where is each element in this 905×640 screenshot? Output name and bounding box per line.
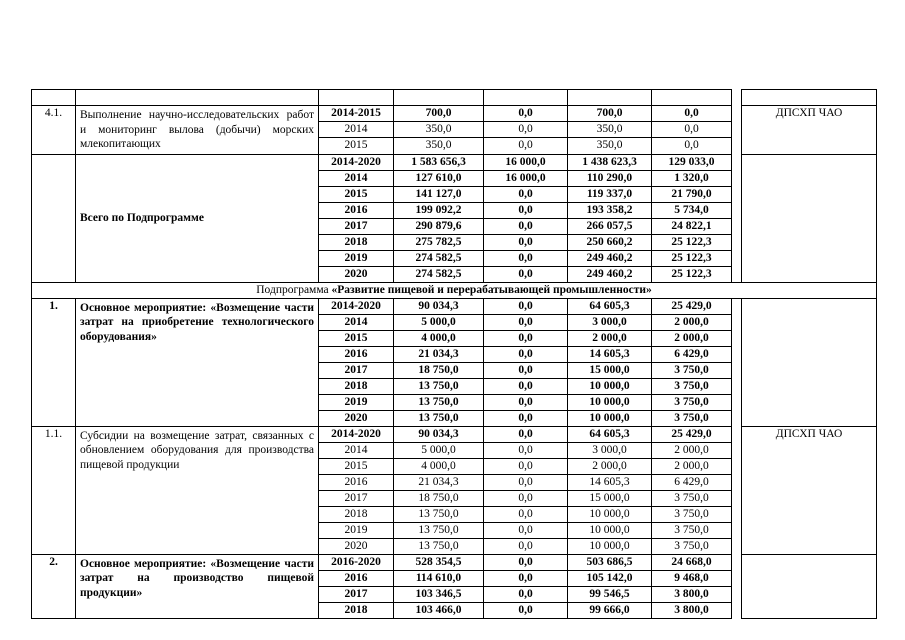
other-amount-cell: 3 750,0: [652, 506, 732, 522]
spacer-cell: [732, 426, 742, 442]
year-cell: 2018: [319, 506, 394, 522]
other-amount-cell: 3 800,0: [652, 602, 732, 618]
spacer-cell: [732, 458, 742, 474]
other-amount-cell: 2 000,0: [652, 314, 732, 330]
federal-amount-cell: 0,0: [484, 394, 568, 410]
total-amount-cell: 274 582,5: [394, 266, 484, 282]
total-amount-cell: 90 034,3: [394, 426, 484, 442]
spacer-cell: [732, 202, 742, 218]
total-amount-cell: 290 879,6: [394, 218, 484, 234]
spacer-cell: [732, 378, 742, 394]
spacer-cell: [732, 250, 742, 266]
blank-cell: [742, 90, 877, 106]
regional-amount-cell: 700,0: [568, 106, 652, 122]
year-cell: 2018: [319, 234, 394, 250]
spacer-cell: [732, 218, 742, 234]
item-number: 2.: [32, 554, 76, 618]
other-amount-cell: 6 429,0: [652, 474, 732, 490]
regional-amount-cell: 503 686,5: [568, 554, 652, 570]
other-amount-cell: 3 750,0: [652, 522, 732, 538]
total-amount-cell: 350,0: [394, 138, 484, 154]
year-cell: 2016: [319, 570, 394, 586]
regional-amount-cell: 105 142,0: [568, 570, 652, 586]
federal-amount-cell: 0,0: [484, 522, 568, 538]
regional-amount-cell: 10 000,0: [568, 506, 652, 522]
spacer-cell: [732, 330, 742, 346]
total-amount-cell: 274 582,5: [394, 250, 484, 266]
regional-amount-cell: 250 660,2: [568, 234, 652, 250]
blank-cell: [319, 90, 394, 106]
spacer-cell: [732, 314, 742, 330]
item-number: [32, 154, 76, 282]
year-cell: 2019: [319, 250, 394, 266]
regional-amount-cell: 110 290,0: [568, 170, 652, 186]
total-amount-cell: 90 034,3: [394, 298, 484, 314]
spacer-cell: [732, 474, 742, 490]
total-amount-cell: 275 782,5: [394, 234, 484, 250]
item-name: Основное мероприятие: «Возмещение части затрат на приобретение технологического оборудования»: [76, 298, 319, 426]
federal-amount-cell: 16 000,0: [484, 170, 568, 186]
year-cell: 2017: [319, 218, 394, 234]
regional-amount-cell: 249 460,2: [568, 266, 652, 282]
blank-cell: [652, 90, 732, 106]
total-amount-cell: 18 750,0: [394, 362, 484, 378]
year-cell: 2014-2020: [319, 298, 394, 314]
federal-amount-cell: 0,0: [484, 378, 568, 394]
spacer-cell: [732, 506, 742, 522]
total-amount-cell: 21 034,3: [394, 346, 484, 362]
total-amount-cell: 13 750,0: [394, 522, 484, 538]
budget-table: [31, 89, 877, 619]
other-amount-cell: 0,0: [652, 122, 732, 138]
spacer-cell: [732, 234, 742, 250]
year-cell: 2014: [319, 170, 394, 186]
year-cell: 2017: [319, 586, 394, 602]
other-amount-cell: 5 734,0: [652, 202, 732, 218]
spacer-cell: [732, 554, 742, 570]
total-amount-cell: 18 750,0: [394, 490, 484, 506]
regional-amount-cell: 64 605,3: [568, 298, 652, 314]
federal-amount-cell: 0,0: [484, 602, 568, 618]
federal-amount-cell: 0,0: [484, 218, 568, 234]
item-name: Всего по Подпрограмме: [76, 154, 319, 282]
spacer-cell: [732, 538, 742, 554]
regional-amount-cell: 2 000,0: [568, 330, 652, 346]
other-amount-cell: 3 750,0: [652, 538, 732, 554]
spacer-cell: [732, 266, 742, 282]
spacer-cell: [732, 394, 742, 410]
federal-amount-cell: 0,0: [484, 426, 568, 442]
federal-amount-cell: 0,0: [484, 250, 568, 266]
federal-amount-cell: 0,0: [484, 234, 568, 250]
other-amount-cell: 129 033,0: [652, 154, 732, 170]
year-cell: 2018: [319, 378, 394, 394]
federal-amount-cell: 0,0: [484, 362, 568, 378]
other-amount-cell: 24 822,1: [652, 218, 732, 234]
year-cell: 2020: [319, 266, 394, 282]
year-cell: 2017: [319, 362, 394, 378]
regional-amount-cell: 10 000,0: [568, 394, 652, 410]
executor-cell: [742, 154, 877, 282]
regional-amount-cell: 2 000,0: [568, 458, 652, 474]
federal-amount-cell: 0,0: [484, 314, 568, 330]
total-amount-cell: 13 750,0: [394, 506, 484, 522]
year-cell: 2019: [319, 394, 394, 410]
table-row: [32, 298, 877, 314]
executor-cell: ДПСХП ЧАО: [742, 106, 877, 155]
federal-amount-cell: 0,0: [484, 330, 568, 346]
spacer-cell: [732, 522, 742, 538]
year-cell: 2014: [319, 442, 394, 458]
executor-cell: ДПСХП ЧАО: [742, 426, 877, 554]
table-row: [32, 154, 877, 170]
year-cell: 2016: [319, 202, 394, 218]
other-amount-cell: 25 429,0: [652, 426, 732, 442]
other-amount-cell: 0,0: [652, 106, 732, 122]
federal-amount-cell: 0,0: [484, 410, 568, 426]
other-amount-cell: 25 122,3: [652, 234, 732, 250]
spacer-cell: [732, 570, 742, 586]
federal-amount-cell: 0,0: [484, 442, 568, 458]
total-amount-cell: 13 750,0: [394, 410, 484, 426]
federal-amount-cell: 0,0: [484, 138, 568, 154]
federal-amount-cell: 0,0: [484, 186, 568, 202]
total-amount-cell: 5 000,0: [394, 442, 484, 458]
other-amount-cell: 3 750,0: [652, 410, 732, 426]
other-amount-cell: 24 668,0: [652, 554, 732, 570]
federal-amount-cell: 0,0: [484, 266, 568, 282]
federal-amount-cell: 0,0: [484, 346, 568, 362]
other-amount-cell: 1 320,0: [652, 170, 732, 186]
regional-amount-cell: 99 546,5: [568, 586, 652, 602]
regional-amount-cell: 193 358,2: [568, 202, 652, 218]
spacer-cell: [732, 298, 742, 314]
table-row: [32, 426, 877, 442]
regional-amount-cell: 249 460,2: [568, 250, 652, 266]
regional-amount-cell: 3 000,0: [568, 442, 652, 458]
regional-amount-cell: 15 000,0: [568, 362, 652, 378]
year-cell: 2016-2020: [319, 554, 394, 570]
item-number: 4.1.: [32, 106, 76, 155]
spacer-cell: [732, 602, 742, 618]
other-amount-cell: 2 000,0: [652, 330, 732, 346]
federal-amount-cell: 0,0: [484, 490, 568, 506]
other-amount-cell: 25 429,0: [652, 298, 732, 314]
regional-amount-cell: 14 605,3: [568, 474, 652, 490]
spacer-cell: [732, 170, 742, 186]
total-amount-cell: 141 127,0: [394, 186, 484, 202]
other-amount-cell: 3 800,0: [652, 586, 732, 602]
item-name: Основное мероприятие: «Возмещение части затрат на производство пищевой продукции»: [76, 554, 319, 618]
total-amount-cell: 114 610,0: [394, 570, 484, 586]
year-cell: 2014: [319, 122, 394, 138]
other-amount-cell: 6 429,0: [652, 346, 732, 362]
other-amount-cell: 2 000,0: [652, 442, 732, 458]
spacer-cell: [732, 362, 742, 378]
regional-amount-cell: 3 000,0: [568, 314, 652, 330]
subprogram-heading-row: [32, 282, 877, 298]
subprogram-title: «Развитие пищевой и перерабатывающей промышленности»: [331, 283, 652, 296]
year-cell: 2015: [319, 138, 394, 154]
other-amount-cell: 0,0: [652, 138, 732, 154]
regional-amount-cell: 10 000,0: [568, 410, 652, 426]
regional-amount-cell: 15 000,0: [568, 490, 652, 506]
other-amount-cell: 3 750,0: [652, 378, 732, 394]
spacer-cell: [732, 138, 742, 154]
blank-row: [32, 90, 877, 106]
regional-amount-cell: 99 666,0: [568, 602, 652, 618]
blank-cell: [76, 90, 319, 106]
year-cell: 2014-2020: [319, 426, 394, 442]
blank-cell: [732, 90, 742, 106]
year-cell: 2015: [319, 186, 394, 202]
total-amount-cell: 103 466,0: [394, 602, 484, 618]
program-budget-table-page: [31, 89, 876, 619]
total-amount-cell: 1 583 656,3: [394, 154, 484, 170]
federal-amount-cell: 0,0: [484, 202, 568, 218]
federal-amount-cell: 0,0: [484, 474, 568, 490]
other-amount-cell: 3 750,0: [652, 394, 732, 410]
year-cell: 2015: [319, 330, 394, 346]
total-amount-cell: 13 750,0: [394, 378, 484, 394]
federal-amount-cell: 0,0: [484, 570, 568, 586]
executor-cell: [742, 298, 877, 426]
regional-amount-cell: 350,0: [568, 122, 652, 138]
year-cell: 2014-2020: [319, 154, 394, 170]
spacer-cell: [732, 490, 742, 506]
year-cell: 2019: [319, 522, 394, 538]
total-amount-cell: 199 092,2: [394, 202, 484, 218]
year-cell: 2014: [319, 314, 394, 330]
regional-amount-cell: 10 000,0: [568, 522, 652, 538]
year-cell: 2014-2015: [319, 106, 394, 122]
year-cell: 2020: [319, 538, 394, 554]
spacer-cell: [732, 586, 742, 602]
federal-amount-cell: 0,0: [484, 106, 568, 122]
year-cell: 2018: [319, 602, 394, 618]
other-amount-cell: 9 468,0: [652, 570, 732, 586]
regional-amount-cell: 1 438 623,3: [568, 154, 652, 170]
total-amount-cell: 21 034,3: [394, 474, 484, 490]
other-amount-cell: 25 122,3: [652, 266, 732, 282]
year-cell: 2016: [319, 474, 394, 490]
blank-cell: [394, 90, 484, 106]
federal-amount-cell: 0,0: [484, 298, 568, 314]
total-amount-cell: 528 354,5: [394, 554, 484, 570]
regional-amount-cell: 10 000,0: [568, 538, 652, 554]
other-amount-cell: 2 000,0: [652, 458, 732, 474]
total-amount-cell: 700,0: [394, 106, 484, 122]
year-cell: 2016: [319, 346, 394, 362]
regional-amount-cell: 350,0: [568, 138, 652, 154]
table-row: [32, 106, 877, 122]
executor-cell: [742, 554, 877, 618]
spacer-cell: [732, 442, 742, 458]
federal-amount-cell: 0,0: [484, 554, 568, 570]
regional-amount-cell: 14 605,3: [568, 346, 652, 362]
total-amount-cell: 350,0: [394, 122, 484, 138]
table-row: [32, 554, 877, 570]
federal-amount-cell: 0,0: [484, 122, 568, 138]
item-name: Выполнение научно-исследовательских работ и мониторинг вылова (добычи) морских млекопитающих: [76, 106, 319, 155]
blank-cell: [32, 90, 76, 106]
federal-amount-cell: 0,0: [484, 506, 568, 522]
item-number: 1.1.: [32, 426, 76, 554]
year-cell: 2015: [319, 458, 394, 474]
other-amount-cell: 3 750,0: [652, 490, 732, 506]
total-amount-cell: 13 750,0: [394, 538, 484, 554]
spacer-cell: [732, 122, 742, 138]
federal-amount-cell: 0,0: [484, 538, 568, 554]
budget-table-body: [32, 90, 877, 619]
spacer-cell: [732, 186, 742, 202]
other-amount-cell: 21 790,0: [652, 186, 732, 202]
federal-amount-cell: 16 000,0: [484, 154, 568, 170]
blank-cell: [568, 90, 652, 106]
total-amount-cell: 13 750,0: [394, 394, 484, 410]
total-amount-cell: 127 610,0: [394, 170, 484, 186]
year-cell: 2020: [319, 410, 394, 426]
total-amount-cell: 5 000,0: [394, 314, 484, 330]
subprogram-prefix: Подпрограмма: [256, 283, 332, 296]
total-amount-cell: 103 346,5: [394, 586, 484, 602]
spacer-cell: [732, 410, 742, 426]
spacer-cell: [732, 106, 742, 122]
spacer-cell: [732, 346, 742, 362]
year-cell: 2017: [319, 490, 394, 506]
federal-amount-cell: 0,0: [484, 458, 568, 474]
other-amount-cell: 3 750,0: [652, 362, 732, 378]
spacer-cell: [732, 154, 742, 170]
item-name: Субсидии на возмещение затрат, связанных с обновлением оборудования для производства пищевой продукции: [76, 426, 319, 554]
federal-amount-cell: 0,0: [484, 586, 568, 602]
regional-amount-cell: 119 337,0: [568, 186, 652, 202]
total-amount-cell: 4 000,0: [394, 458, 484, 474]
regional-amount-cell: 10 000,0: [568, 378, 652, 394]
item-number: 1.: [32, 298, 76, 426]
subprogram-heading: [32, 282, 877, 298]
blank-cell: [484, 90, 568, 106]
regional-amount-cell: 64 605,3: [568, 426, 652, 442]
other-amount-cell: 25 122,3: [652, 250, 732, 266]
regional-amount-cell: 266 057,5: [568, 218, 652, 234]
total-amount-cell: 4 000,0: [394, 330, 484, 346]
